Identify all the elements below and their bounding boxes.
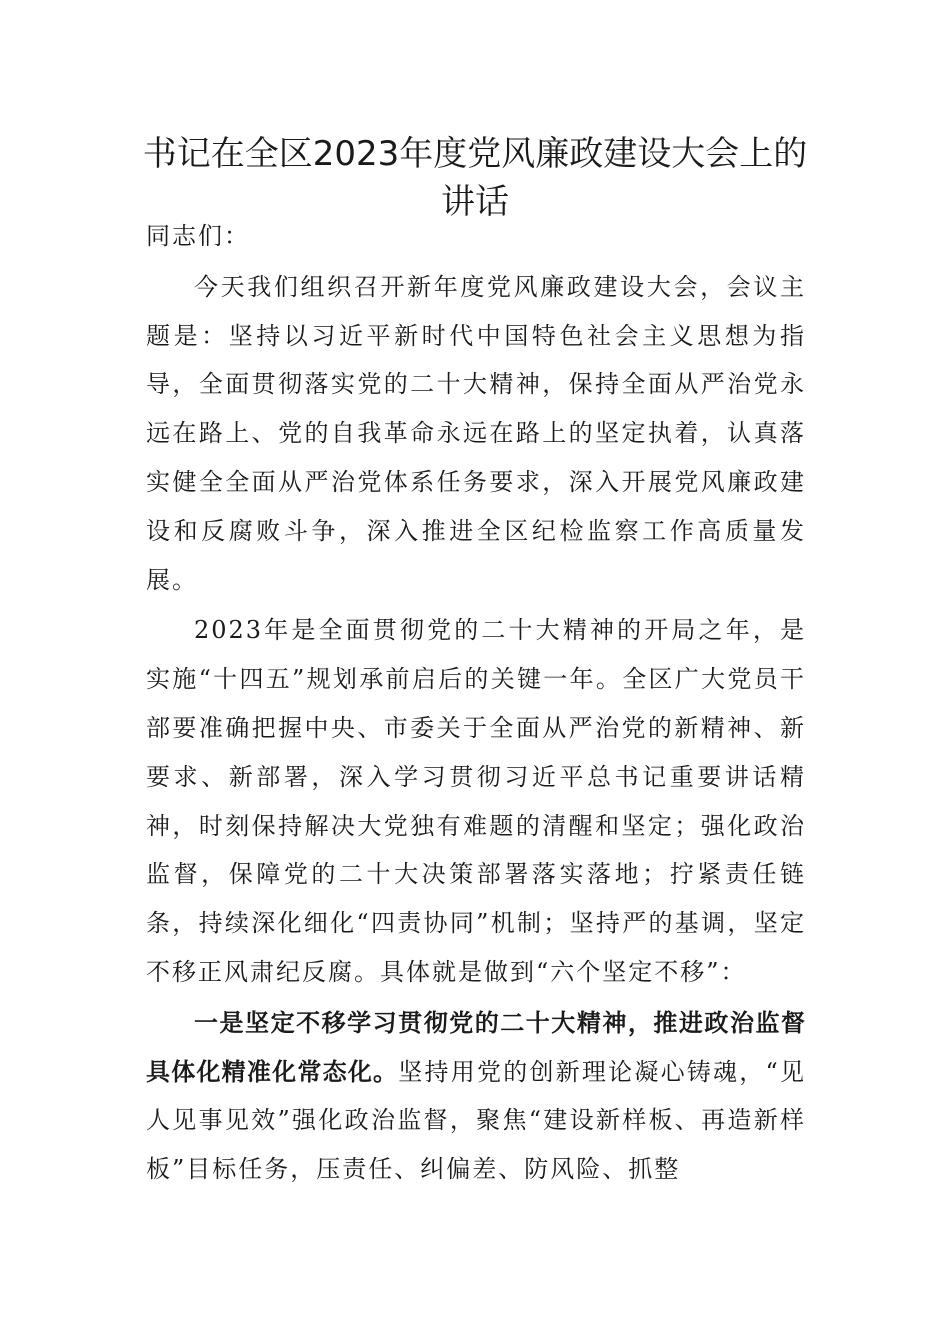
paragraph-3 [146,999,806,1194]
paragraph-3-text: 坚持用党的创新理论凝心铸魂，“见人见事见效”强化政治监督，聚焦“建设新样板、再造新样板”目标任务，压责任、纠偏差、防风险、抓整 [146,1057,806,1184]
document-body [146,212,806,1194]
paragraph-3-lead: 一是坚定不移学习贯彻党的二十大精神，推进政治监督具体化精准化常态化。 [146,1008,806,1086]
paragraph-2: 2023年是全面贯彻党的二十大精神的开局之年，是实施“十四五”规划承前启后的关键一年。全区广大党员干部要准确把握中央、市委关于全面从严治党的新精神、新要求、新部署，深入学习贯彻习近平总书记重要讲话精神，时刻保持解决大党独有难题的清醒和坚定；强化政治监督，保障党的二十大决策部署落实落地；拧紧责任链条，持续深化细化“四责协同”机制；坚持严的基调，坚定不移正风肃纪反腐。具体就是做到“六个坚定不移”： [146,616,806,986]
paragraph-1: 今天我们组织召开新年度党风廉政建设大会，会议主题是：坚持以习近平新时代中国特色社会主义思想为指导，全面贯彻落实党的二十大精神，保持全面从严治党永远在路上、党的自我革命永远在路上的坚定执着，认真落实健全全面从严治党体系任务要求，深入开展党风廉政建设和反腐败斗争，深入推进全区纪检监察工作高质量发展。 [146,272,806,594]
salutation: 同志们： [146,222,250,250]
document-title: 书记在全区2023年度党风廉政建设大会上的讲话 [142,134,808,222]
